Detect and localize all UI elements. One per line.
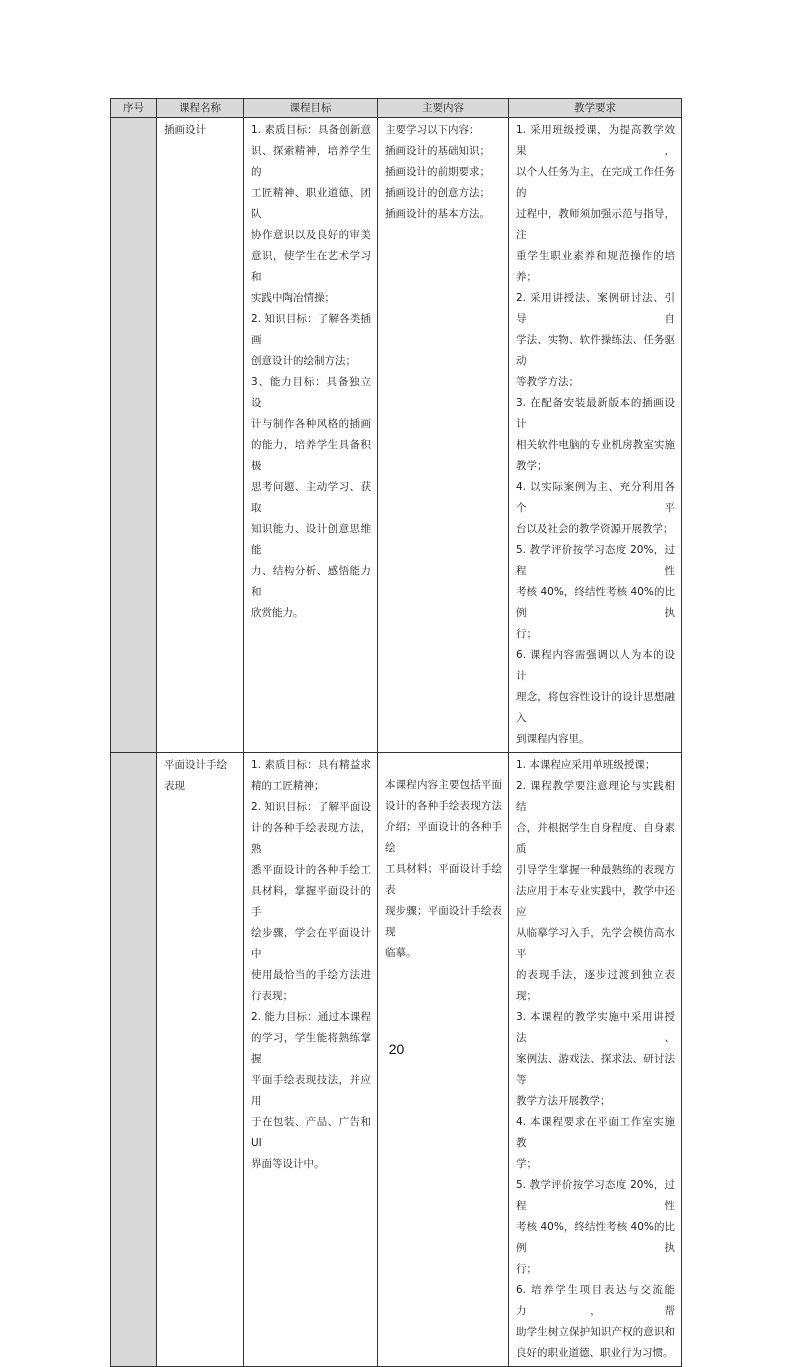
cell-line: 意识，使学生在艺术学习和 [251, 250, 371, 283]
cell-line: 使用最恰当的手绘方法进 [251, 969, 371, 981]
course-name-cell [157, 753, 244, 1367]
cell-line: 现步骤；平面设计手绘表现 [385, 905, 502, 938]
cell-line: 行； [516, 628, 537, 640]
cell-line: 3、能力目标：具备独立设 [251, 376, 371, 409]
cell-line: 台以及社会的教学资源开展教学； [516, 523, 674, 535]
cell-line: 1. 本课程应采用单班级授课； [516, 759, 656, 771]
cell-line: 引导学生掌握一种最熟练的表现方 [516, 864, 675, 876]
main-content-cell [378, 753, 509, 1367]
cell-line: 插画设计的基础知识； [385, 145, 490, 157]
cell-line: 2. 能力目标：通过本课程 [251, 1011, 371, 1023]
cell-line: 考核 40%，终结性考核 40%的比例执 [516, 586, 675, 619]
cell-line: 识、探索精神，培养学生的 [251, 145, 371, 178]
header-main-content: 主要内容 [378, 99, 509, 118]
cell-line: 工匠精神、职业道德、团队 [251, 187, 371, 220]
header-course-goals: 课程目标 [244, 99, 378, 118]
cell-line: 2. 知识目标：了解各类插画 [251, 313, 371, 346]
cell-line: 等教学方法； [516, 376, 579, 388]
cell-line: 力、结构分析、感悟能力和 [251, 565, 371, 598]
header-index: 序号 [111, 99, 157, 118]
cell-line: 平面手绘表现技法，并应用 [251, 1074, 371, 1107]
cell-line: 绘步骤，学会在平面设计中 [251, 927, 371, 960]
cell-line: 3. 在配备安装最新版本的插画设计 [516, 397, 675, 430]
teaching-requirements-cell [509, 753, 682, 1367]
cell-line: 知识能力、设计创意思维能 [251, 523, 371, 556]
cell-line: 的学习，学生能将熟练掌握 [251, 1032, 371, 1065]
table-row [111, 753, 682, 1367]
teaching-requirements-cell [509, 118, 682, 753]
cell-line: 主要学习以下内容： [385, 124, 480, 136]
cell-line: 5. 教学评价按学习态度 20%，过程性 [516, 1179, 675, 1212]
cell-line: 6. 课程内容需强调以人为本的设计 [516, 649, 675, 682]
cell-line: 计与制作各种风格的插画 [251, 418, 371, 430]
cell-line: 临摹。 [385, 947, 417, 959]
cell-line: 协作意识以及良好的审美 [251, 229, 371, 241]
header-course-name: 课程名称 [157, 99, 244, 118]
table-row [111, 118, 682, 753]
page-number: 20 [388, 1041, 405, 1057]
cell-line: 良好的职业道德、职业行为习惯。 [516, 1347, 674, 1359]
cell-line: 创意设计的绘制方法； [251, 355, 356, 367]
cell-line: 行表现； [251, 990, 293, 1002]
cell-line: 助学生树立保护知识产权的意识和 [516, 1326, 675, 1338]
cell-line: 于在包装、产品、广告和 UI [251, 1116, 371, 1149]
cell-line: 本课程内容主要包括平面 [385, 779, 502, 791]
cell-line: 的表现手法，逐步过渡到独立表现； [516, 969, 675, 1002]
cell-line: 插画设计 [164, 124, 206, 136]
cell-line: 合，并根据学生自身程度、自身素质 [516, 822, 675, 855]
cell-line: 精的工匠精神； [251, 780, 325, 792]
cell-line: 教学方法开展教学； [516, 1095, 611, 1107]
cell-line: 以个人任务为主，在完成工作任务的 [516, 166, 675, 199]
cell-line: 考核 40%，终结性考核 40%的比例执 [516, 1221, 675, 1254]
cell-line: 到课程内容里。 [516, 733, 590, 745]
cell-line: 案例法、游戏法、探求法、研讨法等 [516, 1053, 675, 1086]
course-name-cell [157, 118, 244, 753]
header-teaching-requirements: 教学要求 [509, 99, 682, 118]
cell-line: 过程中，教师须加强示范与指导，注 [516, 208, 675, 241]
cell-line: 设计的各种手绘表现方法 [385, 800, 502, 812]
row-index-cell [111, 753, 157, 1367]
cell-line: 插画设计的前期要求； [385, 166, 490, 178]
cell-line: 法应用于本专业实践中，教学中还应 [516, 885, 675, 918]
cell-line: 从临摹学习入手，先学会模仿高水平 [516, 927, 675, 960]
cell-line: 实践中陶冶情操； [251, 292, 335, 304]
cell-line: 插画设计的基本方法。 [385, 208, 490, 220]
cell-line: 欣赏能力。 [251, 607, 304, 619]
cell-line: 5. 教学评价按学习态度 20%，过程性 [516, 544, 675, 577]
curriculum-table [110, 98, 682, 1367]
cell-line: 的能力，培养学生具备积极 [251, 439, 371, 472]
cell-line: 行； [516, 1263, 537, 1275]
cell-line: 3. 本课程的教学实施中采用讲授法、 [516, 1011, 675, 1044]
course-goals-cell [244, 753, 378, 1367]
cell-line: 具材料，掌握平面设计的手 [251, 885, 371, 918]
cell-line: 界面等设计中。 [251, 1158, 325, 1170]
cell-line: 相关软件电脑的专业机房教室实施 [516, 439, 675, 451]
cell-line: 4. 本课程要求在平面工作室实施教 [516, 1116, 675, 1149]
cell-line: 1. 素质目标：具有精益求 [251, 759, 371, 771]
cell-line: 教学； [516, 460, 548, 472]
course-goals-cell [244, 118, 378, 753]
cell-line: 学； [516, 1158, 537, 1170]
cell-line: 学法、实物、软件操练法、任务驱动 [516, 334, 675, 367]
cell-line: 重学生职业素养和规范操作的培养； [516, 250, 675, 283]
cell-line: 理念，将包容性设计的设计思想融入 [516, 691, 675, 724]
cell-line: 2. 课程教学要注意理论与实践相结 [516, 780, 675, 813]
cell-line: 2. 知识目标：了解平面设 [251, 801, 371, 813]
cell-line: 插画设计的创意方法； [385, 187, 490, 199]
cell-line: 4. 以实际案例为主、充分利用各个平 [516, 481, 675, 514]
cell-line: 介绍；平面设计的各种手绘 [385, 821, 502, 854]
table-header-row [111, 99, 682, 118]
cell-line: 悉平面设计的各种手绘工 [251, 864, 371, 876]
cell-line: 2. 采用讲授法、案例研讨法、引导自 [516, 292, 675, 325]
cell-line: 6. 培养学生项目表达与交流能力，帮 [516, 1284, 675, 1317]
cell-line: 1. 素质目标：具备创新意 [251, 124, 371, 136]
cell-line: 表现 [164, 780, 185, 792]
cell-line: 平面设计手绘 [164, 759, 227, 771]
cell-line: 工具材料；平面设计手绘表 [385, 863, 502, 896]
cell-line: 1. 采用班级授课，为提高教学效果， [516, 124, 675, 157]
cell-line: 计的各种手绘表现方法，熟 [251, 822, 371, 855]
row-index-cell [111, 118, 157, 753]
main-content-cell [378, 118, 509, 753]
cell-line: 思考问题、主动学习、获取 [251, 481, 371, 514]
